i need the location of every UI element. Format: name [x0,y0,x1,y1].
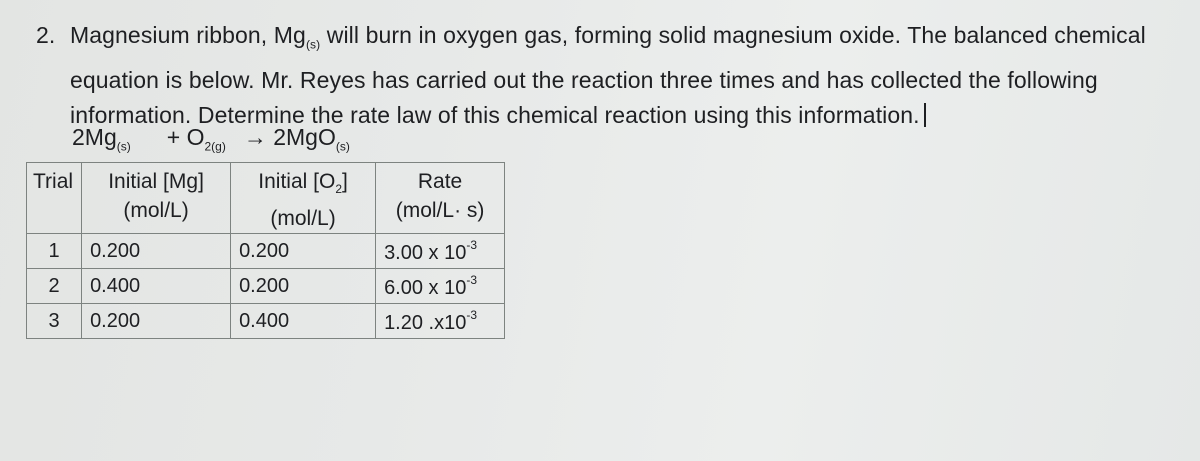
equation-reactant-1 [72,124,131,154]
reactant-2-subscript: 2(g) [204,139,226,154]
table-row [27,304,505,339]
question-line-3-text: information. Determine the rate law of this chemical reaction using this information. [70,101,920,128]
cell-mg: 0.200 [82,234,231,269]
header-initial-o2-line1 [239,167,367,204]
question-number: 2. [36,22,56,48]
rate-exponent: -3 [466,272,478,287]
cell-mg: 0.200 [82,304,231,339]
header-trial-label: Trial [33,170,74,193]
header-initial-mg-line2: (mol/L) [123,199,189,222]
header-initial-o2-line2: (mol/L) [270,207,336,231]
cell-o2: 0.400 [231,304,376,339]
cell-trial: 3 [27,304,82,339]
cell-o2: 0.200 [231,234,376,269]
header-initial-mg [82,163,231,234]
question-line-1-end: will burn in oxygen gas, forming solid magnesium oxide. The balanced chemical [320,22,1146,48]
reactant-1-formula: 2Mg [72,124,117,150]
question-text [36,18,1176,133]
cell-mg: 0.400 [82,269,231,304]
header-initial-mg-line1: Initial [Mg] [108,170,204,193]
equation-reactant-2 [167,124,226,154]
rate-base: 1.20 .x10 [384,311,467,334]
rate-exponent: -3 [466,307,478,322]
cell-trial: 1 [27,234,82,269]
cell-rate [376,304,505,339]
text-cursor [924,103,926,127]
header-initial-o2 [231,163,376,234]
table-header-row [27,163,505,234]
reactant-2-formula: + O [166,124,205,150]
question-line-1-subscript: (s) [305,37,321,52]
data-table [26,162,505,339]
equation-product [244,124,350,154]
header-rate-line2: (mol/L· s) [395,199,485,222]
cell-trial: 2 [27,269,82,304]
header-rate-line1: Rate [417,170,463,193]
cell-rate [376,269,505,304]
cell-o2: 0.200 [231,269,376,304]
cell-rate [376,234,505,269]
rate-exponent: -3 [466,237,478,252]
question-line-1 [36,18,1176,63]
header-o2-subscript: 2 [335,182,342,197]
header-trial [27,163,82,234]
table-row [27,234,505,269]
header-o2-text: Initial [O [258,170,336,193]
question-line-2: equation is below. Mr. Reyes has carried out the reaction three times and has collected the following [70,66,1098,93]
table-row [27,269,505,304]
reactant-1-state: (s) [116,139,131,154]
rate-base: 6.00 x 10 [384,276,467,299]
rate-base: 3.00 x 10 [384,241,467,264]
header-o2-bracket: ] [342,170,348,193]
question-line-1-text: Magnesium ribbon, Mg [70,22,306,48]
product-formula: → 2MgO [243,124,336,150]
product-state: (s) [335,139,350,154]
header-rate [376,163,505,234]
chemical-equation [72,124,350,154]
